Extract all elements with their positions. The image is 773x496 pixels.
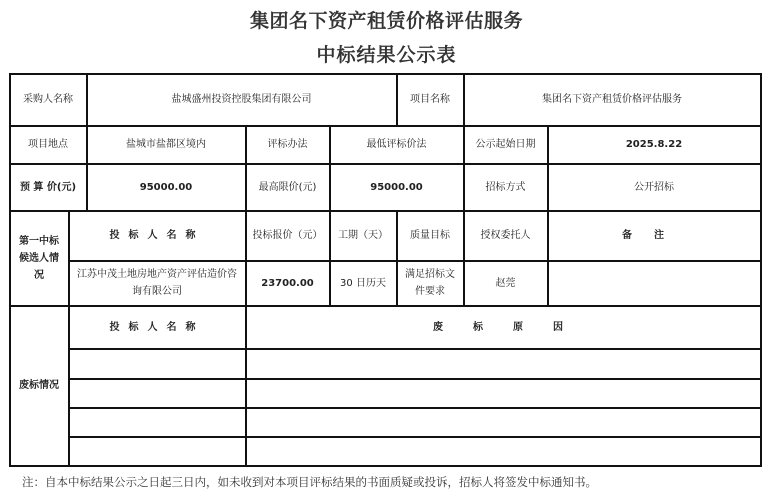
max-price-value: 95000.00 <box>370 181 423 193</box>
max-price-label: 最高限价(元) <box>258 181 317 193</box>
bid-method-label: 招标方式 <box>485 181 526 193</box>
invalid-row-bidder <box>69 349 245 378</box>
eval-method-value: 最低评标价法 <box>366 139 427 150</box>
footer-note: 注：自本中标结果公示之日起三日内，如未收到对本项目评标结果的书面质疑或投诉，招标人将签发中标通知书。 <box>22 475 597 489</box>
bid-method-value: 公开招标 <box>634 181 674 193</box>
candidate-bidder-name: 江苏中茂土地房地产资产评估造价咨询有限公司 <box>77 269 237 297</box>
invalid-section-label: 废标情况 <box>19 380 59 391</box>
invalid-header-reason: 废标原因 <box>433 321 593 333</box>
candidate-duration: 30 日历天 <box>340 277 386 289</box>
publicity-date-label: 公示起始日期 <box>475 139 536 150</box>
candidate-header-bidder: 投标人名称 <box>109 230 205 241</box>
table-border-bottom <box>9 465 761 467</box>
invalid-header-bidder: 投标人名称 <box>109 321 205 333</box>
invalid-row-bidder <box>69 437 245 465</box>
document-title: 集团名下资产租赁价格评估服务 <box>249 10 523 32</box>
candidate-header-authorized: 授权委托人 <box>480 230 531 241</box>
invalid-row-bidder <box>69 379 245 407</box>
publicity-date-value: 2025.8.22 <box>625 139 683 150</box>
project-name-label: 项目名称 <box>410 94 450 105</box>
candidate-authorized: 赵莞 <box>495 277 516 289</box>
invalid-row-reason <box>246 408 760 436</box>
document-subtitle: 中标结果公示表 <box>316 44 457 66</box>
invalid-row-reason <box>246 349 760 378</box>
candidate-bid-price: 23700.00 <box>261 277 314 289</box>
budget-label: 预 算 价(元) <box>19 181 77 193</box>
location-value: 盐城市盐都区境内 <box>126 139 206 150</box>
candidate-section-label: 第一中标候选人情况 <box>19 235 59 281</box>
location-label: 项目地点 <box>28 139 68 150</box>
invalid-row-reason <box>246 437 760 465</box>
candidate-header-duration: 工期（天） <box>338 230 388 241</box>
candidate-remark <box>548 261 760 305</box>
candidate-header-remark: 备注 <box>622 230 686 241</box>
project-name-value: 集团名下资产租赁价格评估服务 <box>542 94 682 105</box>
purchaser-label: 采购人名称 <box>23 94 73 105</box>
budget-value: 95000.00 <box>139 181 193 193</box>
invalid-row-reason <box>246 379 760 407</box>
table-border-right <box>760 73 762 467</box>
purchaser-value: 盐城盛州投资控股集团有限公司 <box>171 94 312 105</box>
eval-method-label: 评标办法 <box>267 139 308 150</box>
candidate-quality: 满足招标文件要求 <box>405 269 455 297</box>
candidate-header-quality: 质量目标 <box>410 230 450 241</box>
invalid-row-bidder <box>69 408 245 436</box>
candidate-header-price: 投标报价（元） <box>252 230 323 241</box>
